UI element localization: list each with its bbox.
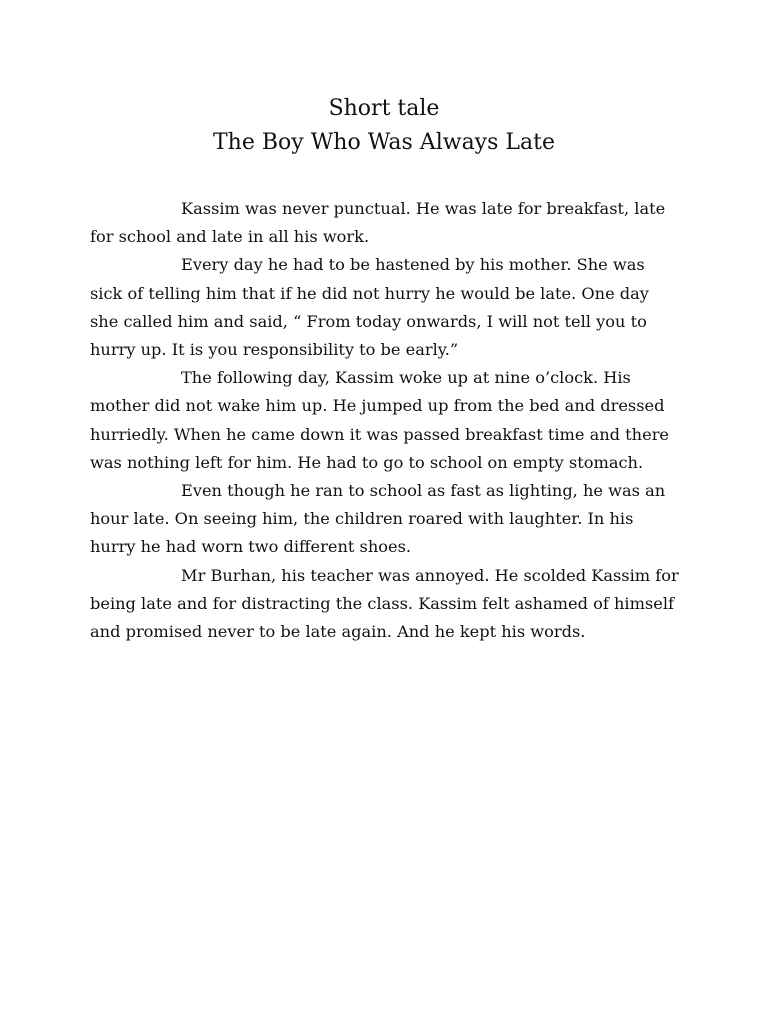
- title-block: [0, 92, 768, 160]
- story-paragraph: Every day he had to be hastened by his mother. She was sick of telling him that if he did not hurry he would be late. One day she called him and said, “ From today onwards, I will not tell you to hurry up. It is you responsibility to be early.”: [90, 255, 649, 360]
- story-paragraph: Kassim was never punctual. He was late for breakfast, late for school and late in all his work.: [90, 199, 666, 247]
- story-body: [90, 195, 682, 646]
- story-paragraph: Even though he ran to school as fast as lighting, he was an hour late. On seeing him, the children roared with laughter. In his hurry he had worn two different shoes.: [90, 481, 666, 557]
- story-paragraph: Mr Burhan, his teacher was annoyed. He scolded Kassim for being late and for distracting the class. Kassim felt ashamed of himself and promised never to be late again. And he kept his words.: [90, 565, 679, 642]
- document-heading: Short tale: [328, 96, 440, 121]
- story-title: The Boy Who Was Always Late: [213, 130, 555, 155]
- story-paragraph: The following day, Kassim woke up at nine o’clock. His mother did not wake him up. He jumped up from the bed and dressed hurriedly. When he came down it was passed breakfast time and there was nothing left for him. He had to go to school on empty stomach.: [90, 368, 670, 472]
